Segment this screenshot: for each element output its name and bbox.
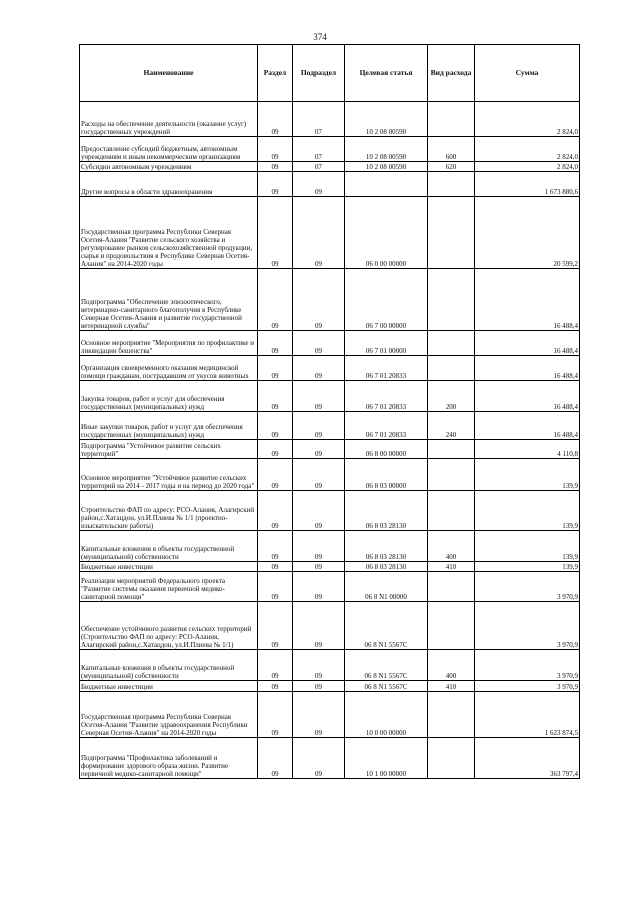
cell-razdel: 09 bbox=[258, 681, 293, 692]
cell-podrazdel: 07 bbox=[293, 102, 345, 137]
table-row bbox=[80, 650, 580, 681]
cell-celevaya: 06 8 N1 5567C bbox=[345, 602, 428, 650]
table-row bbox=[80, 356, 580, 381]
cell-name: Капитальные вложения в объекты государственной (муниципальной) собственности bbox=[80, 650, 258, 681]
cell-name: Основное мероприятие "Устойчивое развитие сельских территорий на 2014 - 2017 годы и на период до 2020 года" bbox=[80, 459, 258, 491]
cell-celevaya: 06 8 03 28130 bbox=[345, 531, 428, 562]
header-razdel: Раздел bbox=[258, 45, 293, 102]
cell-name: Организация своевременного оказания медицинской помощи гражданам, пострадавшим от укусов животных bbox=[80, 356, 258, 381]
cell-celevaya: 06 8 N1 00000 bbox=[345, 572, 428, 602]
cell-name: Иные закупки товаров, работ и услуг для обеспечения государственных (муниципальных) нужд bbox=[80, 412, 258, 440]
cell-name: Подпрограмма "Устойчивое развитие сельских территорий" bbox=[80, 440, 258, 459]
cell-razdel: 09 bbox=[258, 137, 293, 162]
cell-name: Государственная программа Республики Северная Осетия-Алания "Развитие здравоохранения Республики Северная Осетия-Алания" на 2014-2020 годы bbox=[80, 692, 258, 738]
cell-name: Капитальные вложения в объекты государственной (муниципальной) собственности bbox=[80, 531, 258, 562]
cell-celevaya: 06 7 01 20833 bbox=[345, 412, 428, 440]
cell-razdel: 09 bbox=[258, 381, 293, 412]
cell-podrazdel: 09 bbox=[293, 681, 345, 692]
cell-vid bbox=[428, 572, 475, 602]
cell-podrazdel: 09 bbox=[293, 197, 345, 269]
cell-name: Предоставление субсидий бюджетным, автономным учреждениям и иным некоммерческим организациям bbox=[80, 137, 258, 162]
cell-podrazdel: 09 bbox=[293, 692, 345, 738]
table-row bbox=[80, 331, 580, 356]
cell-summa: 16 488,4 bbox=[475, 269, 580, 331]
cell-summa: 20 599,2 bbox=[475, 197, 580, 269]
cell-celevaya: 06 7 00 00000 bbox=[345, 269, 428, 331]
cell-celevaya: 06 7 01 20833 bbox=[345, 381, 428, 412]
table-row bbox=[80, 491, 580, 531]
table-row bbox=[80, 381, 580, 412]
cell-razdel: 09 bbox=[258, 572, 293, 602]
cell-summa: 3 970,9 bbox=[475, 650, 580, 681]
cell-vid: 400 bbox=[428, 531, 475, 562]
cell-vid bbox=[428, 331, 475, 356]
table-row bbox=[80, 531, 580, 562]
cell-razdel: 09 bbox=[258, 172, 293, 197]
cell-podrazdel: 09 bbox=[293, 459, 345, 491]
cell-podrazdel: 09 bbox=[293, 738, 345, 779]
cell-summa: 1 623 874,5 bbox=[475, 692, 580, 738]
cell-summa: 16 488,4 bbox=[475, 381, 580, 412]
cell-celevaya: 10 2 08 00590 bbox=[345, 137, 428, 162]
cell-summa: 1 673 880,6 bbox=[475, 172, 580, 197]
cell-podrazdel: 09 bbox=[293, 562, 345, 572]
cell-celevaya: 06 0 00 00000 bbox=[345, 197, 428, 269]
cell-summa: 16 488,4 bbox=[475, 356, 580, 381]
cell-celevaya bbox=[345, 172, 428, 197]
table-row bbox=[80, 102, 580, 137]
cell-vid: 410 bbox=[428, 681, 475, 692]
cell-razdel: 09 bbox=[258, 356, 293, 381]
cell-summa: 3 970,9 bbox=[475, 572, 580, 602]
header-name: Наименование bbox=[80, 45, 258, 102]
cell-summa: 2 824,0 bbox=[475, 137, 580, 162]
cell-summa: 16 488,4 bbox=[475, 412, 580, 440]
cell-name: Подпрограмма "Профилактика заболеваний и формирование здорового образа жизни. Развитие первичной медико-санитарной помощи" bbox=[80, 738, 258, 779]
cell-vid bbox=[428, 440, 475, 459]
cell-name: Основное мероприятие "Мероприятия по профилактике и ликвидации бешенства" bbox=[80, 331, 258, 356]
cell-vid bbox=[428, 692, 475, 738]
cell-podrazdel: 09 bbox=[293, 381, 345, 412]
cell-summa: 139,9 bbox=[475, 491, 580, 531]
cell-summa: 139,9 bbox=[475, 562, 580, 572]
cell-podrazdel: 09 bbox=[293, 269, 345, 331]
cell-celevaya: 06 8 N1 5567C bbox=[345, 650, 428, 681]
cell-summa: 139,9 bbox=[475, 531, 580, 562]
cell-razdel: 09 bbox=[258, 459, 293, 491]
cell-razdel: 09 bbox=[258, 331, 293, 356]
budget-table bbox=[79, 44, 580, 779]
table-row bbox=[80, 692, 580, 738]
table-row bbox=[80, 269, 580, 331]
cell-vid: 620 bbox=[428, 162, 475, 172]
cell-celevaya: 06 8 00 00000 bbox=[345, 440, 428, 459]
cell-name: Реализация мероприятий Федерального проекта "Развитие системы оказания первичной медико-санитарной помощи" bbox=[80, 572, 258, 602]
cell-celevaya: 10 2 08 00590 bbox=[345, 162, 428, 172]
cell-vid bbox=[428, 459, 475, 491]
cell-name: Бюджетные инвестиции bbox=[80, 681, 258, 692]
cell-razdel: 09 bbox=[258, 650, 293, 681]
cell-razdel: 09 bbox=[258, 412, 293, 440]
table-row bbox=[80, 172, 580, 197]
cell-razdel: 09 bbox=[258, 602, 293, 650]
table-header bbox=[80, 45, 580, 102]
table-row bbox=[80, 459, 580, 491]
cell-name: Строительство ФАП по адресу: РСО-Алания, Алагирский район,с.Хатацдон, ул.И.Плиева № 1/1 (проектно-изыскательские работы) bbox=[80, 491, 258, 531]
cell-summa: 2 824,0 bbox=[475, 162, 580, 172]
cell-podrazdel: 09 bbox=[293, 356, 345, 381]
cell-vid bbox=[428, 602, 475, 650]
cell-summa: 363 797,4 bbox=[475, 738, 580, 779]
cell-celevaya: 06 8 03 00000 bbox=[345, 459, 428, 491]
cell-vid: 600 bbox=[428, 137, 475, 162]
cell-vid bbox=[428, 269, 475, 331]
cell-summa: 3 970,9 bbox=[475, 681, 580, 692]
table-row bbox=[80, 572, 580, 602]
cell-razdel: 09 bbox=[258, 162, 293, 172]
table-row bbox=[80, 602, 580, 650]
cell-podrazdel: 09 bbox=[293, 172, 345, 197]
cell-name: Другие вопросы в области здравоохранения bbox=[80, 172, 258, 197]
cell-razdel: 09 bbox=[258, 102, 293, 137]
cell-name: Закупка товаров, работ и услуг для обеспечения государственных (муниципальных) нужд bbox=[80, 381, 258, 412]
cell-summa: 2 824,0 bbox=[475, 102, 580, 137]
cell-podrazdel: 07 bbox=[293, 162, 345, 172]
cell-vid: 400 bbox=[428, 650, 475, 681]
cell-podrazdel: 09 bbox=[293, 491, 345, 531]
cell-podrazdel: 09 bbox=[293, 602, 345, 650]
cell-celevaya: 06 7 01 00000 bbox=[345, 331, 428, 356]
cell-vid: 410 bbox=[428, 562, 475, 572]
cell-podrazdel: 09 bbox=[293, 331, 345, 356]
cell-razdel: 09 bbox=[258, 197, 293, 269]
cell-podrazdel: 09 bbox=[293, 412, 345, 440]
header-vid: Вид расхода bbox=[428, 45, 475, 102]
cell-podrazdel: 09 bbox=[293, 650, 345, 681]
table-row bbox=[80, 412, 580, 440]
cell-name: Обеспечение устойчивого развития сельских территорий (Строительство ФАП по адресу: РСО-Алания, Алагирский район,с.Хатацдон, ул.И.Плиева № 1/1) bbox=[80, 602, 258, 650]
cell-summa: 3 970,9 bbox=[475, 602, 580, 650]
cell-podrazdel: 07 bbox=[293, 137, 345, 162]
cell-celevaya: 06 8 03 28130 bbox=[345, 562, 428, 572]
cell-vid bbox=[428, 102, 475, 137]
table-row bbox=[80, 738, 580, 779]
table-row bbox=[80, 440, 580, 459]
header-celevaya: Целевая статья bbox=[345, 45, 428, 102]
cell-razdel: 09 bbox=[258, 692, 293, 738]
cell-vid: 200 bbox=[428, 381, 475, 412]
table-row bbox=[80, 562, 580, 572]
cell-name: Бюджетные инвестиции bbox=[80, 562, 258, 572]
cell-celevaya: 06 8 03 28130 bbox=[345, 491, 428, 531]
header-podrazdel: Подраздел bbox=[293, 45, 345, 102]
cell-summa: 16 488,4 bbox=[475, 331, 580, 356]
table-row bbox=[80, 162, 580, 172]
cell-podrazdel: 09 bbox=[293, 531, 345, 562]
cell-name: Подпрограмма "Обеспечение эпизоотического, ветеринарно-санитарного благополучия в Республике Северная Осетия-Алания и развитие государственной ветеринарной службы" bbox=[80, 269, 258, 331]
cell-razdel: 09 bbox=[258, 562, 293, 572]
cell-celevaya: 10 1 00 00000 bbox=[345, 738, 428, 779]
page-number: 374 bbox=[313, 32, 327, 42]
cell-razdel: 09 bbox=[258, 738, 293, 779]
cell-vid bbox=[428, 197, 475, 269]
cell-celevaya: 06 8 N1 5567C bbox=[345, 681, 428, 692]
cell-celevaya: 10 0 00 00000 bbox=[345, 692, 428, 738]
cell-celevaya: 10 2 08 00590 bbox=[345, 102, 428, 137]
cell-celevaya: 06 7 01 20833 bbox=[345, 356, 428, 381]
cell-vid bbox=[428, 491, 475, 531]
header-summa: Сумма bbox=[475, 45, 580, 102]
cell-name: Расходы на обеспечение деятельности (оказание услуг) государственных учреждений bbox=[80, 102, 258, 137]
cell-vid: 240 bbox=[428, 412, 475, 440]
cell-razdel: 09 bbox=[258, 269, 293, 331]
cell-name: Субсидии автономным учреждениям bbox=[80, 162, 258, 172]
cell-podrazdel: 09 bbox=[293, 572, 345, 602]
cell-summa: 139,9 bbox=[475, 459, 580, 491]
table-body bbox=[80, 102, 580, 779]
cell-razdel: 09 bbox=[258, 440, 293, 459]
cell-name: Государственная программа Республики Северная Осетия-Алания "Развитие сельского хозяйства и регулирование рынков сельскохозяйственной продукции, сырья и продовольствия в Республике Северная Осетия-Алания" на 2014-2020 годы bbox=[80, 197, 258, 269]
cell-vid bbox=[428, 738, 475, 779]
cell-summa: 4 110,8 bbox=[475, 440, 580, 459]
cell-vid bbox=[428, 172, 475, 197]
table-row bbox=[80, 681, 580, 692]
cell-razdel: 09 bbox=[258, 491, 293, 531]
cell-razdel: 09 bbox=[258, 531, 293, 562]
table-row bbox=[80, 197, 580, 269]
table-row bbox=[80, 137, 580, 162]
cell-vid bbox=[428, 356, 475, 381]
cell-podrazdel: 09 bbox=[293, 440, 345, 459]
